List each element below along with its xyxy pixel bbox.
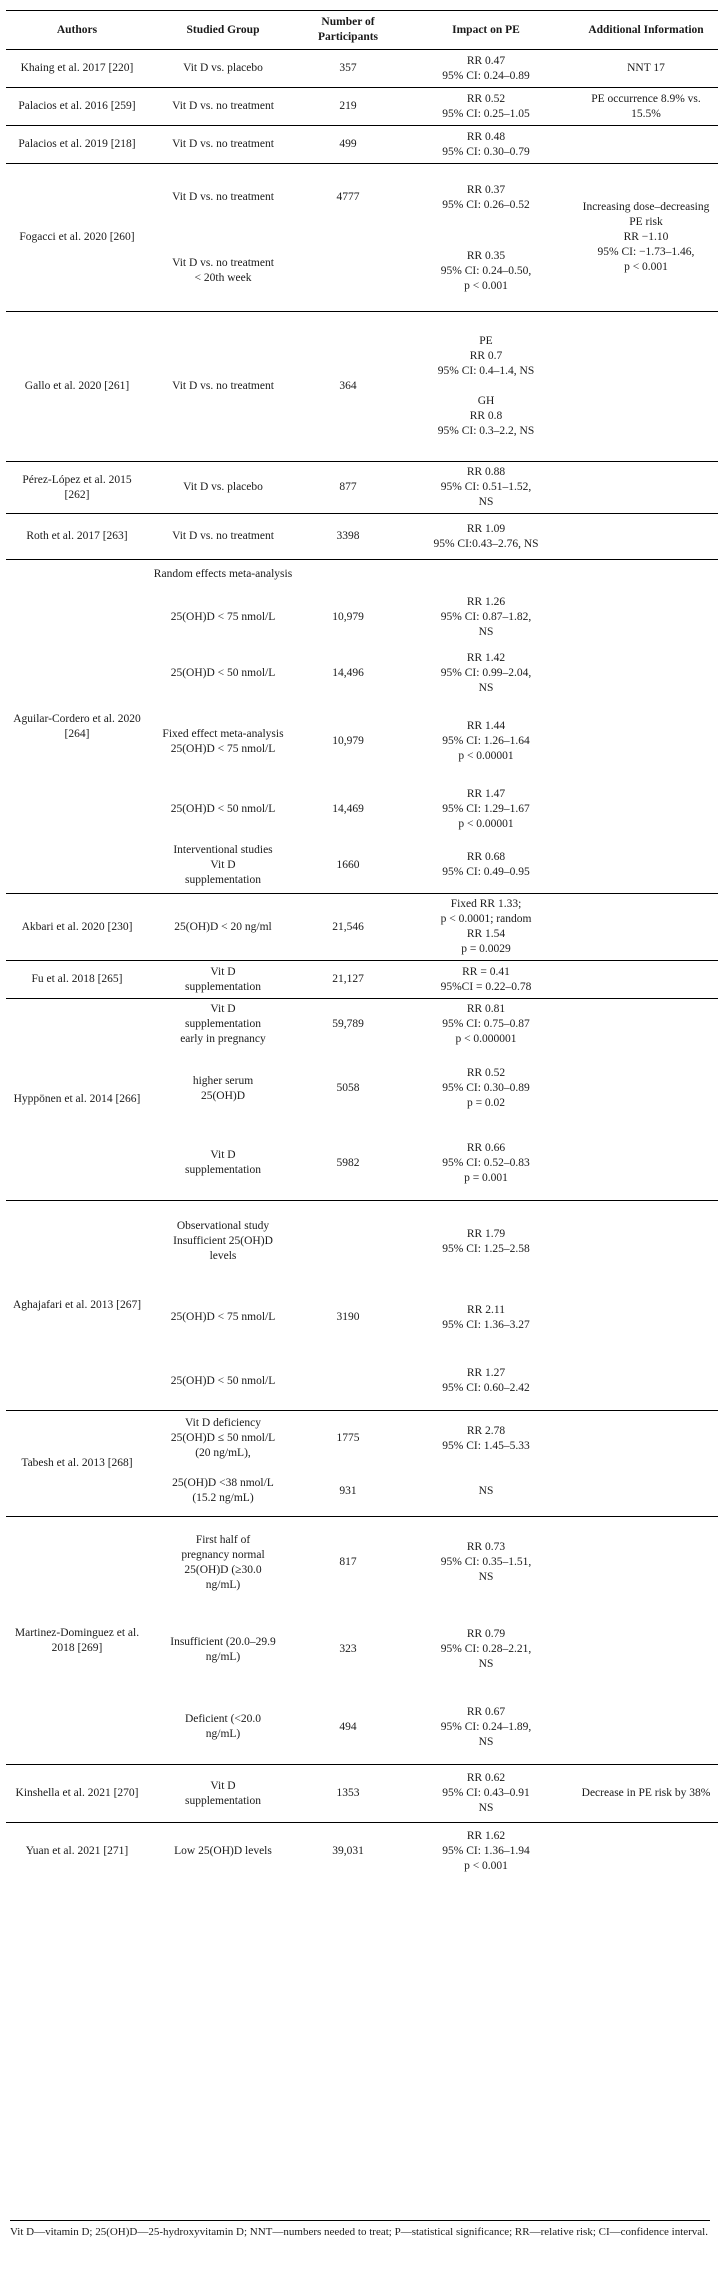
table-row: [6, 126, 718, 164]
table-row: [6, 894, 718, 961]
participants-cell: 3190: [336, 1311, 360, 1323]
participants-cell: 3398: [298, 514, 398, 560]
author-cell: Palacios et al. 2019 [218]: [6, 126, 148, 164]
additional-info-cell: Decrease in PE risk by 38%: [574, 1765, 718, 1823]
table-row: [6, 1823, 718, 1881]
col-header-participants: Number of Participants: [298, 11, 398, 50]
impact-cell: RR 0.68 95% CI: 0.49–0.95: [442, 851, 530, 879]
studied-group-cell: 25(OH)D < 75 nmol/L: [170, 1311, 276, 1323]
studied-group-cell: Interventional studies Vit D supplementation: [173, 843, 273, 886]
author-cell: Tabesh et al. 2013 [268]: [6, 1411, 148, 1517]
studied-group-cell: 25(OH)D < 50 nmol/L: [170, 803, 276, 815]
participants-cell: 499: [298, 126, 398, 164]
participants-cell: 357: [298, 50, 398, 88]
col-header-studied-group: Studied Group: [148, 11, 298, 50]
table-row: [6, 50, 718, 88]
table-row: [6, 1765, 718, 1823]
studied-group-cell: Vit D vs. no treatment: [148, 514, 298, 560]
impact-cell: RR 1.44 95% CI: 1.26–1.64 p < 0.00001: [442, 720, 530, 762]
studied-group-cell: Vit D vs. placebo: [148, 50, 298, 88]
impact-cell: RR 0.66 95% CI: 0.52–0.83 p = 0.001: [442, 1141, 530, 1184]
participants-cell: [298, 1201, 398, 1283]
participants-cell: 5058: [336, 1082, 360, 1094]
studied-group-cell: Vit D supplementation: [184, 1149, 261, 1177]
impact-cell: Fixed RR 1.33; p < 0.0001; random RR 1.54 p = 0.0029: [398, 894, 574, 961]
additional-info-cell: [574, 1411, 718, 1467]
participants-cell: 5982: [336, 1156, 360, 1169]
impact-cell: RR 0.52 95% CI: 0.25–1.05: [398, 88, 574, 126]
participants-cell: 931: [339, 1484, 357, 1497]
author-cell: Akbari et al. 2020 [230]: [6, 894, 148, 961]
studied-group-cell: Fixed effect meta-analysis 25(OH)D < 75 nmol/L: [162, 727, 284, 755]
impact-cell: RR 0.79 95% CI: 0.28–2.21, NS: [440, 1628, 532, 1670]
participants-cell: 817: [298, 1517, 398, 1609]
table-row: [6, 88, 718, 126]
participants-cell: 1353: [298, 1765, 398, 1823]
impact-cell: RR 0.88 95% CI: 0.51–1.52, NS: [398, 462, 574, 514]
additional-info-cell: [574, 514, 718, 560]
additional-info-cell: [574, 560, 718, 590]
author-cell: Palacios et al. 2016 [259]: [6, 88, 148, 126]
participants-cell: 14,496: [332, 667, 364, 679]
studied-group-cell: Low 25(OH)D levels: [148, 1823, 298, 1881]
additional-info-cell: [574, 462, 718, 514]
studied-group-cell: Vit D vs. no treatment: [148, 88, 298, 126]
additional-info-cell: [574, 961, 718, 999]
impact-cell: RR 1.79 95% CI: 1.25–2.58: [398, 1201, 574, 1283]
studied-group-cell: Observational study Insufficient 25(OH)D levels: [148, 1201, 298, 1283]
studied-group-cell: Vit D supplementation: [148, 1765, 298, 1823]
impact-cell: RR 1.42 95% CI: 0.99–2.04, NS: [440, 652, 532, 694]
col-header-authors: Authors: [6, 11, 148, 50]
author-cell: Fu et al. 2018 [265]: [6, 961, 148, 999]
table-body: [6, 50, 718, 1881]
additional-info-cell: [574, 1609, 718, 1691]
additional-info-cell: [574, 702, 718, 782]
participants-cell: 323: [339, 1643, 357, 1655]
col-header-impact: Impact on PE: [398, 11, 574, 50]
table-row: [6, 312, 718, 462]
additional-info-cell: [574, 590, 718, 646]
participants-cell: 21,546: [298, 894, 398, 961]
col-header-additional-info: Additional Information: [574, 11, 718, 50]
additional-info-cell: [574, 894, 718, 961]
studied-group-cell: 25(OH)D <38 nmol/L (15.2 ng/mL): [172, 1477, 274, 1505]
studied-group-cell: Vit D vs. placebo: [148, 462, 298, 514]
table-row: [6, 514, 718, 560]
participants-cell: 21,127: [298, 961, 398, 999]
impact-cell: RR 1.09 95% CI:0.43–2.76, NS: [398, 514, 574, 560]
studied-group-cell: First half of pregnancy normal 25(OH)D (≥30.0 ng/mL): [148, 1517, 298, 1609]
additional-info-cell: [574, 312, 718, 462]
participants-cell: [298, 560, 398, 590]
participants-cell: 1660: [336, 858, 360, 871]
studied-group-cell: higher serum 25(OH)D: [192, 1074, 254, 1102]
participants-cell: 14,469: [332, 803, 364, 815]
impact-cell: RR 1.26 95% CI: 0.87–1.82, NS: [440, 596, 532, 638]
results-table: [6, 10, 718, 1881]
table-row: [6, 560, 718, 590]
author-cell: Kinshella et al. 2021 [270]: [6, 1765, 148, 1823]
table-row: [6, 961, 718, 999]
studied-group-cell: Vit D deficiency 25(OH)D ≤ 50 nmol/L (20 ng/mL),: [148, 1411, 298, 1467]
additional-info-cell: PE occurrence 8.9% vs. 15.5%: [574, 88, 718, 126]
participants-cell: 59,789: [298, 999, 398, 1051]
impact-cell: RR 2.11 95% CI: 1.36–3.27: [442, 1303, 530, 1331]
impact-cell: RR 0.47 95% CI: 0.24–0.89: [398, 50, 574, 88]
author-cell: Pérez-López et al. 2015 [262]: [6, 462, 148, 514]
impact-cell: RR 0.48 95% CI: 0.30–0.79: [398, 126, 574, 164]
additional-info-cell: [574, 1467, 718, 1517]
studied-group-cell: Vit D vs. no treatment < 20th week: [172, 257, 274, 285]
impact-cell: RR = 0.41 95%CI = 0.22–0.78: [398, 961, 574, 999]
impact-cell: RR 0.37 95% CI: 0.26–0.52: [398, 164, 574, 232]
additional-info-cell: [574, 1127, 718, 1201]
additional-info-cell: [574, 1353, 718, 1411]
author-cell: Aghajafari et al. 2013 [267]: [6, 1201, 148, 1411]
participants-cell: 364: [298, 312, 398, 462]
additional-info-cell: [574, 838, 718, 894]
impact-cell: RR 0.52 95% CI: 0.30–0.89 p = 0.02: [442, 1067, 530, 1109]
table-row: [6, 999, 718, 1051]
participants-cell: 877: [298, 462, 398, 514]
impact-cell: PE RR 0.7 95% CI: 0.4–1.4, NS GH RR 0.8 95% CI: 0.3–2.2, NS: [398, 312, 574, 462]
table-row: [6, 1201, 718, 1283]
additional-info-cell: [574, 126, 718, 164]
table-footnote: Vit D—vitamin D; 25(OH)D—25-hydroxyvitamin D; NNT—numbers needed to treat; P—statistical significance; RR—relative risk; CI—confidence interval.: [10, 2220, 710, 2240]
additional-info-cell: [574, 999, 718, 1051]
participants-cell: [298, 232, 398, 312]
participants-cell: 10,979: [332, 611, 364, 623]
impact-cell: RR 0.67 95% CI: 0.24–1.89, NS: [440, 1705, 532, 1748]
additional-info-cell: [574, 646, 718, 702]
studied-group-cell: Deficient (<20.0 ng/mL): [184, 1713, 262, 1741]
impact-cell: RR 2.78 95% CI: 1.45–5.33: [398, 1411, 574, 1467]
studied-group-cell: Vit D supplementation early in pregnancy: [148, 999, 298, 1051]
additional-info-cell: NNT 17: [574, 50, 718, 88]
participants-cell: 39,031: [298, 1823, 398, 1881]
author-cell: Gallo et al. 2020 [261]: [6, 312, 148, 462]
studied-group-cell: Vit D vs. no treatment: [148, 164, 298, 232]
header-row: [6, 11, 718, 50]
author-cell: Roth et al. 2017 [263]: [6, 514, 148, 560]
impact-cell: [398, 560, 574, 590]
participants-cell: 10,979: [332, 735, 364, 747]
impact-cell: RR 1.27 95% CI: 0.60–2.42: [442, 1367, 530, 1395]
studied-group-cell: Vit D vs. no treatment: [148, 312, 298, 462]
participants-cell: 219: [298, 88, 398, 126]
studied-group-cell: 25(OH)D < 50 nmol/L: [170, 1374, 276, 1387]
author-cell: Martinez-Dominguez et al. 2018 [269]: [6, 1517, 148, 1765]
additional-info-cell: [574, 1201, 718, 1283]
studied-group-cell: 25(OH)D < 75 nmol/L: [170, 611, 276, 623]
additional-info-cell: [574, 1691, 718, 1765]
author-cell: Hyppönen et al. 2014 [266]: [6, 999, 148, 1201]
table-row: [6, 462, 718, 514]
author-cell: Fogacci et al. 2020 [260]: [6, 164, 148, 312]
studied-group-cell: 25(OH)D < 20 ng/ml: [148, 894, 298, 961]
table-row: [6, 1411, 718, 1467]
studied-group-cell: Vit D supplementation: [148, 961, 298, 999]
table-row: [6, 1517, 718, 1609]
impact-cell: RR 1.62 95% CI: 1.36–1.94 p < 0.001: [398, 1823, 574, 1881]
studied-group-cell: Random effects meta-analysis: [148, 560, 298, 590]
participants-cell: [298, 1353, 398, 1411]
impact-cell: RR 0.81 95% CI: 0.75–0.87 p < 0.000001: [398, 999, 574, 1051]
studied-group-cell: 25(OH)D < 50 nmol/L: [170, 667, 276, 679]
additional-info-cell: [574, 782, 718, 838]
additional-info-cell: Increasing dose–decreasing PE risk RR −1.10 95% CI: −1.73–1.46, p < 0.001: [574, 164, 718, 312]
impact-cell: RR 0.62 95% CI: 0.43–0.91 NS: [398, 1765, 574, 1823]
impact-cell: RR 1.47 95% CI: 1.29–1.67 p < 0.00001: [442, 788, 530, 830]
author-cell: Aguilar-Cordero et al. 2020 [264]: [6, 560, 148, 894]
additional-info-cell: [574, 1283, 718, 1353]
studied-group-cell: Vit D vs. no treatment: [148, 126, 298, 164]
participants-cell: 494: [339, 1720, 357, 1733]
impact-cell: RR 0.35 95% CI: 0.24–0.50, p < 0.001: [440, 249, 532, 292]
additional-info-cell: [574, 1517, 718, 1609]
author-cell: Khaing et al. 2017 [220]: [6, 50, 148, 88]
table-row: [6, 164, 718, 232]
impact-cell: RR 0.73 95% CI: 0.35–1.51, NS: [398, 1517, 574, 1609]
studied-group-cell: Insufficient (20.0–29.9 ng/mL): [170, 1635, 276, 1663]
participants-cell: 1775: [298, 1411, 398, 1467]
author-cell: Yuan et al. 2021 [271]: [6, 1823, 148, 1881]
impact-cell: NS: [478, 1484, 494, 1497]
additional-info-cell: [574, 1051, 718, 1127]
additional-info-cell: [574, 1823, 718, 1881]
participants-cell: 4777: [298, 164, 398, 232]
